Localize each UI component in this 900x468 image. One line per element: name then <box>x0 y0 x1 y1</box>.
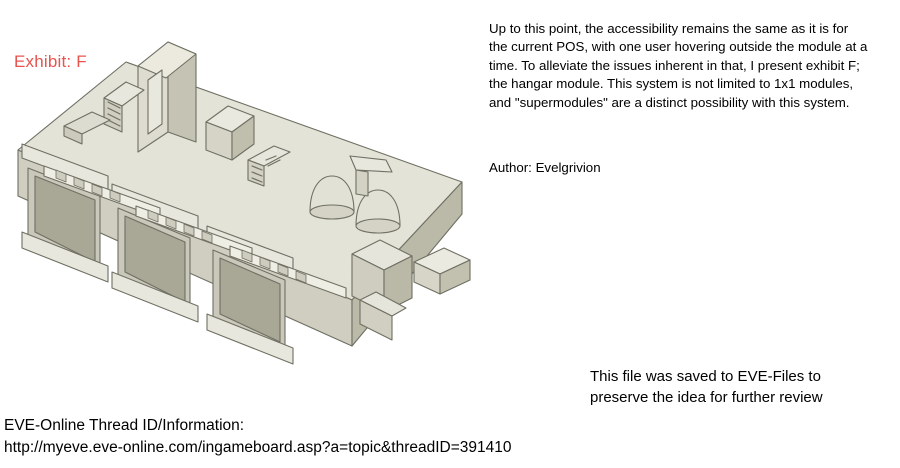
tower-window <box>148 70 162 134</box>
top-antenna-stem <box>356 170 368 196</box>
exhibit-label: Exhibit: F <box>14 52 87 71</box>
saved-note <box>590 366 890 408</box>
footer-thread-label: EVE-Online Thread ID/Information: <box>4 417 245 434</box>
footer-thread-url[interactable]: http://myeve.eve-online.com/ingameboard.asp?a=topic&threadID=391410 <box>4 439 512 456</box>
footer <box>4 415 512 459</box>
description-text: Up to this point, the accessibility remains the same as it is for the current POS, with one user hovering outside the module at a time. To alleviate the issues inherent in that, I present exhibit F; the hangar module. This system is not limited to 1x1 modules, and "supermodules" are a distinct possibility with this system. <box>489 21 868 110</box>
author-text: Author: Evelgrivion <box>489 160 601 175</box>
saved-note-line-1: This file was saved to EVE-Files to <box>590 368 821 385</box>
saved-note-line-2: preserve the idea for further review <box>590 389 823 406</box>
